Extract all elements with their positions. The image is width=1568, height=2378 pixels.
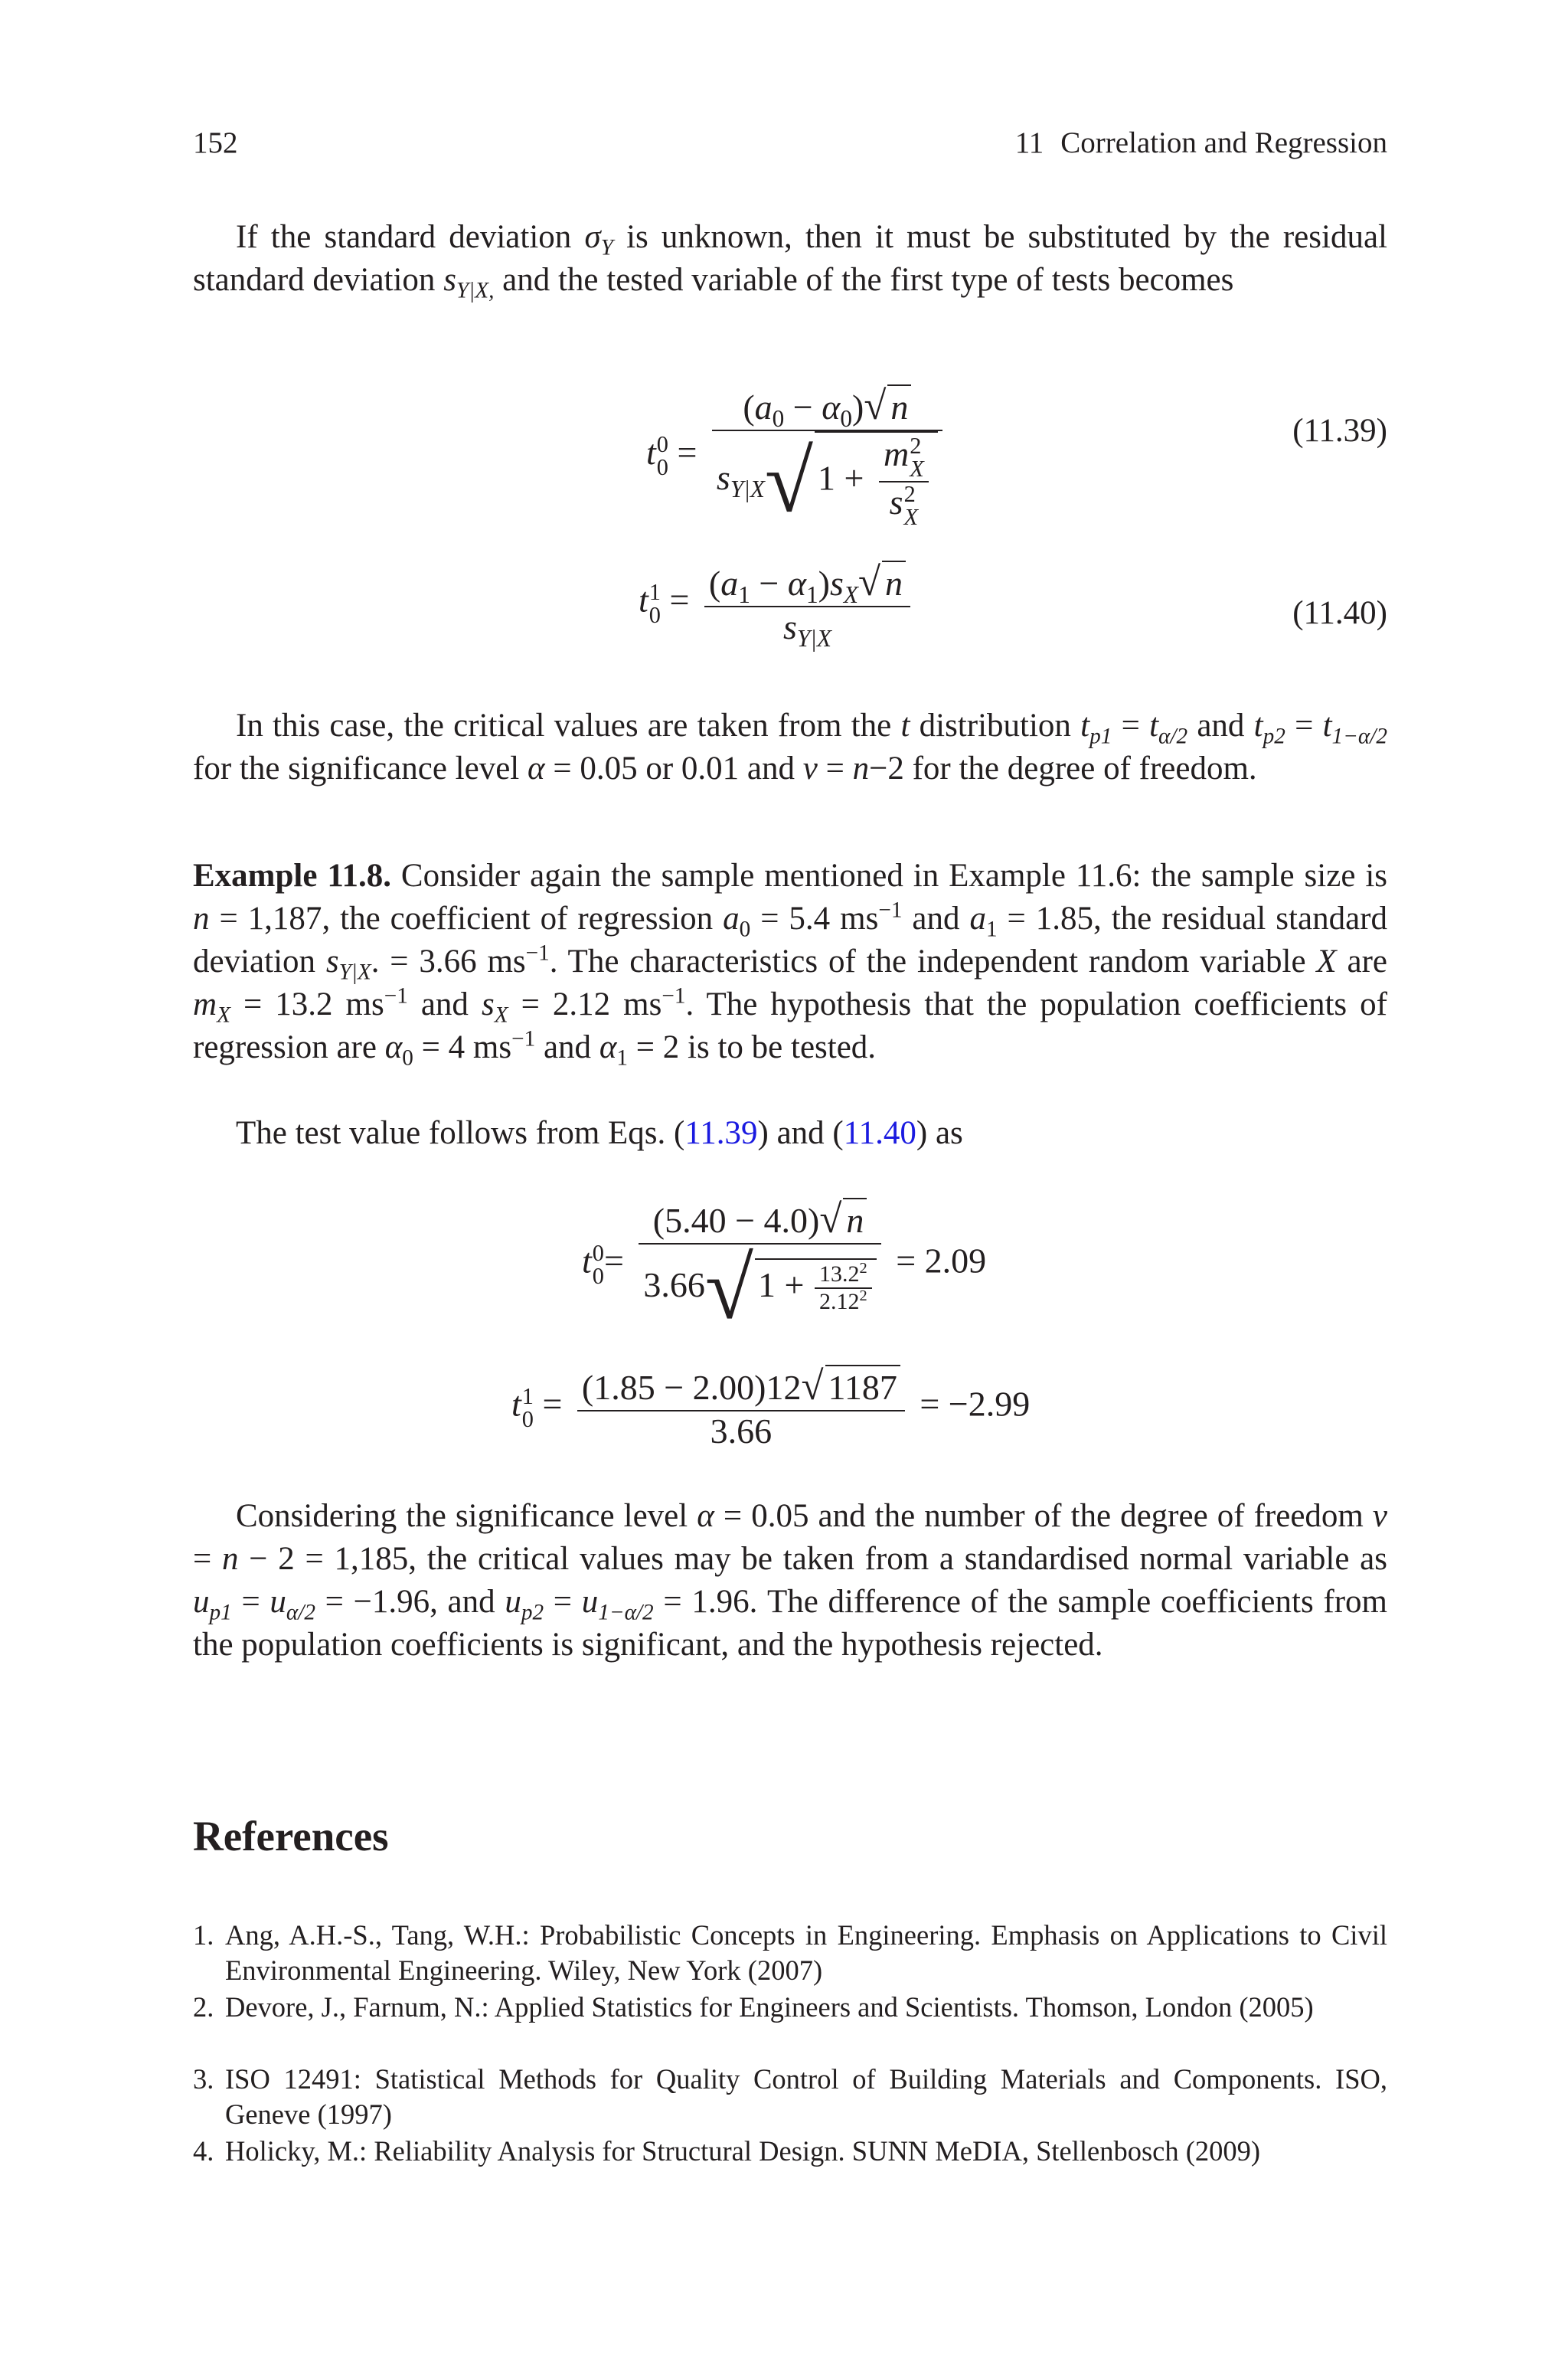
reference-item: 2. Devore, J., Farnum, N.: Applied Statistics for Engineers and Scientists. Thomson, London (2005) [193,1991,1314,2023]
paragraph-example-11-8: Example 11.8. Consider again the sample mentioned in Example 11.6: the sample size is n = 1,187, the coefficient of regression $a_0 = 5.4$ $ms^{-1}$ and $a_1 = 1.85$, the residual standard deviation $s_{Y|X}$. = 3.66 $ms^{-1}$. The characteristics of the independent random variable X are $m_X = 13.2$ $ms^{-1}$ and $s_X = 2.12$ $ms^{-1}$. The hypothesis that the population coefficients of regression are $\alpha_0 = 4$ $ms^{-1}$ and $\alpha_1 = 2$ is to be tested. [193,858,1388,1071]
paragraph-residual-deviation: If the standard deviation $\sigma_Y$ is unknown, then it must be substituted by the residual standard deviation $s_{Y|X,}$ and the tested variable of the first type of tests becomes [193,219,1387,303]
paragraph-critical-values: In this case, the critical values are taken from the t distribution $t_{p1} = t_{\alpha/2}$ and $t_{p2} = t_{1-\alpha/2}$ for the significance level α = 0.05 or 0.01 and ν = n−2 for the degree of freedom. [193,708,1387,787]
calculation-t10: t 1 0 = $\frac{(1.85 - 2.00)12√ 1187}{3.66}$ = −2.99 [511,1364,1031,1451]
equation-link-11-39[interactable]: 11.39 [684,1115,758,1151]
reference-item: 1. Ang, A.H.-S., Tang, W.H.: Probabilistic Concepts in Engineering. Emphasis on Applications to Civil Environmental Engineering. Wiley, New York (2007) [193,1919,1387,1986]
references-heading: References [193,1813,389,1860]
reference-item: 3. ISO 12491: Statistical Methods for Quality Control of Building Materials and Components. ISO, Geneve (1997) [193,2063,1387,2130]
calculation-t00-result: = 2.09 [896,1241,987,1281]
book-page [193,0,1387,2378]
chapter-number: 11 [1014,126,1044,159]
equation-number-11-39: (11.39) [1292,413,1387,449]
equation-11-40: t 1 0 = $\frac{(a_1 - \alpha_1)s_X√ n}{s_{Y|X}}$ [639,559,916,648]
chapter-title: Correlation and Regression [1060,126,1387,159]
equation-11-39: t 0 0 = $(a_0 - \alpha_0)√$ n $s_{Y|X}√$ 1 + m 2 X s 2 X [646,383,949,528]
reference-item: 4. Holicky, M.: Reliability Analysis for Structural Design. SUNN MeDIA, Stellenbosch (2009) [193,2135,1261,2167]
chapter-heading [1015,126,1387,160]
equation-link-11-40[interactable]: 11.40 [843,1115,916,1151]
paragraph-conclusion: Considering the significance level α = 0.05 and the number of the degree of freedom ν = n − 2 = 1,185, the critical values may be taken from a standardised normal variable as $u_{p1} = u_{\alpha/2} = -1.96$, and $u_{p2} = u_{1-\alpha/2} = 1.96$. The difference of the sample coefficients from the population coefficients is significant, and the hypothesis rejected. [193,1498,1387,1663]
calculation-t10-result: = −2.99 [920,1384,1031,1424]
calculation-t00: t 0 0 = (5.40 − 4.0)√ n 3.66√ 1 + $\frac{13.2^2}{2.12^2}$ = 2.09 [582,1197,987,1337]
example-title: Example 11.8. [193,858,391,894]
running-head [193,126,1387,164]
equation-number-11-40: (11.40) [1292,595,1387,631]
page-number: 152 [193,126,238,159]
paragraph-test-value: The test value follows from Eqs. (11.39) and (11.40) as [236,1115,963,1151]
